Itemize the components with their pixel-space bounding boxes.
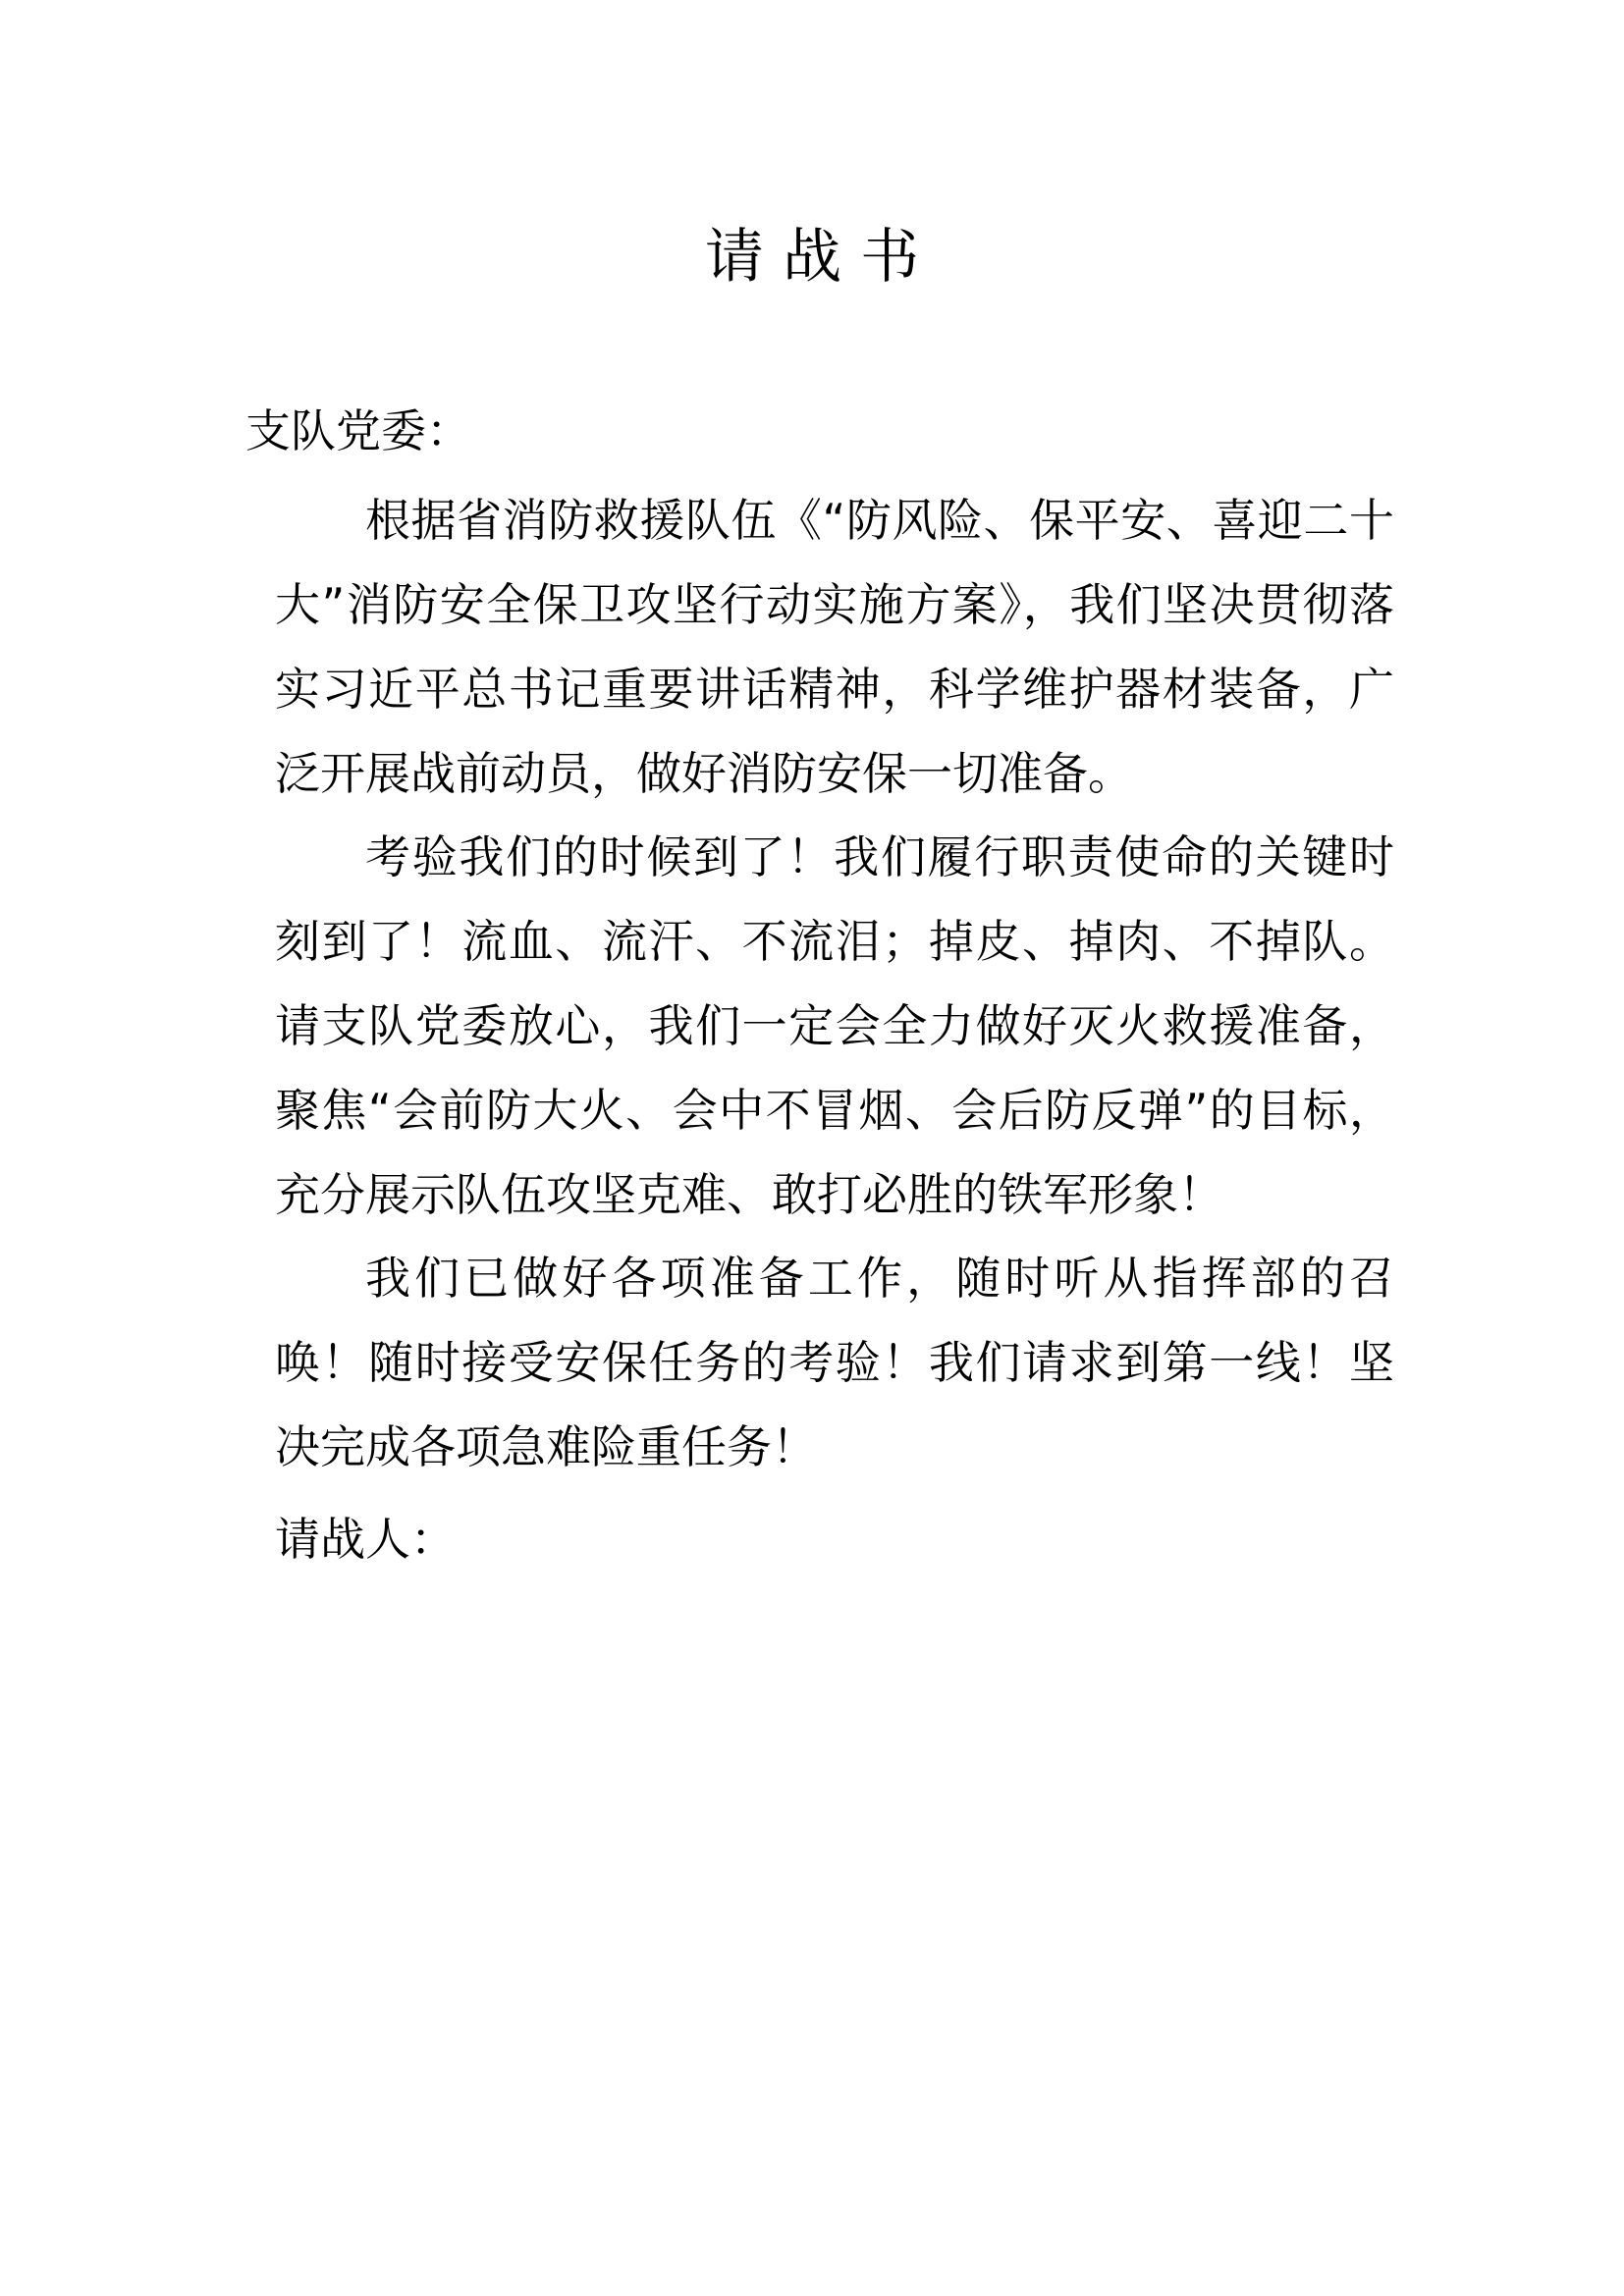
paragraph-3: 我们已做好各项准备工作，随时听从指挥部的召唤！随时接受安保任务的考验！我们请求到第一线！坚决完成各项急难险重任务！ [275,1252,1394,1473]
paragraph-1: 根据省消防救援队伍《“防风险、保平安、喜迎二十大”消防安全保卫攻坚行动实施方案》，我们坚决贯彻落实习近平总书记重要讲话精神，科学维护器材装备，广泛开展战前动员，做好消防安保一切准备。 [275,494,1394,800]
document-title: 请 战 书 [704,223,920,292]
salutation: 支队党委： [245,404,471,457]
paragraph-2: 考验我们的时候到了！我们履行职责使命的关键时刻到了！流血、流汗、不流泪；掉皮、掉肉、不掉队。请支队党委放心，我们一定会全力做好灭火救援准备，聚焦“会前防大火、会中不冒烟、会后防反弹”的目标，充分展示队伍攻坚克难、敢打必胜的铁军形象！ [275,830,1394,1221]
signature-label: 请战人： [275,1513,456,1566]
